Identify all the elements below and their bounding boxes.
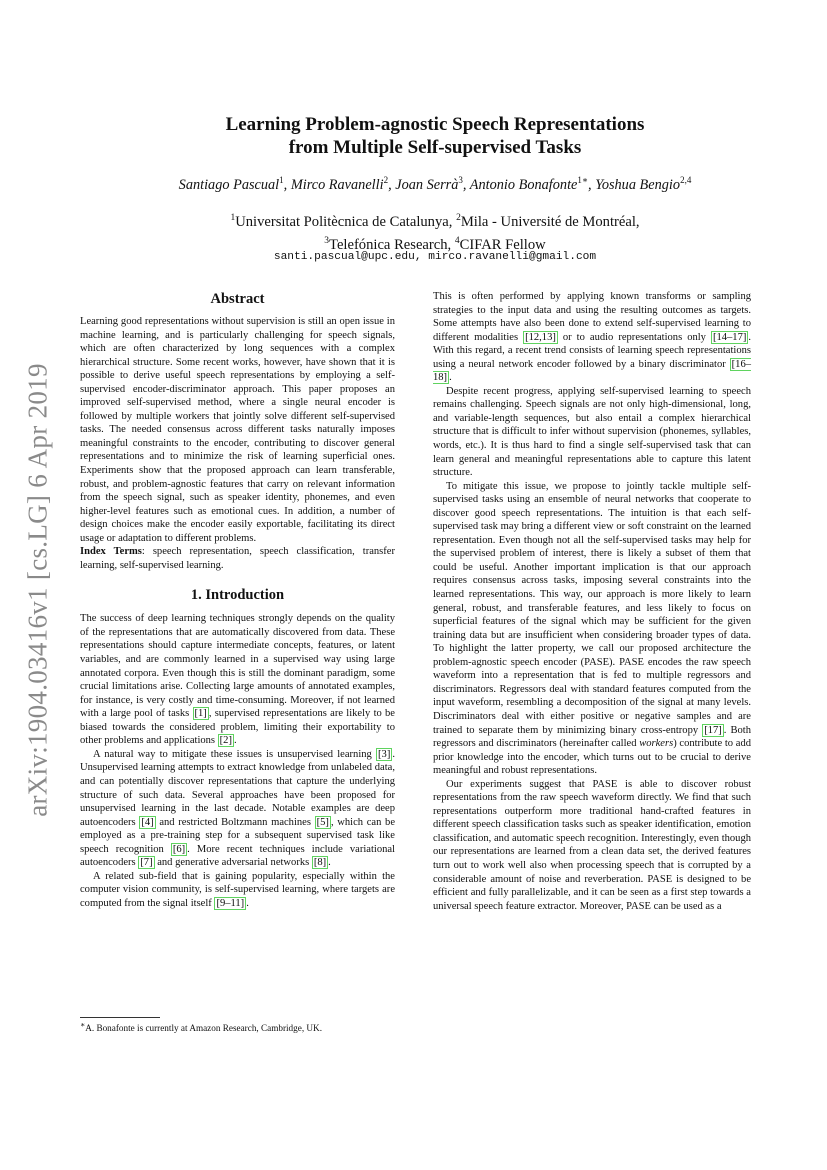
- author-affiliation-mark: 2,4: [680, 175, 692, 185]
- text-run: .: [449, 372, 452, 384]
- affiliations: [120, 209, 750, 255]
- intro-paragraph-3: [80, 870, 395, 911]
- author-name: Joan Serrà: [395, 176, 459, 193]
- citation-link[interactable]: [12,13]: [525, 331, 556, 343]
- text-run: . With this regard, a recent trend consists of learning speech representations using a neural network encoder followed by a binary discriminator: [433, 331, 752, 370]
- text-run: , supervised representations are likely to be biased towards the considered problem, limiting their exportability to other problems and applications: [80, 708, 395, 747]
- section-heading-introduction: 1. Introduction: [190, 587, 285, 604]
- intro-paragraph-2: [80, 748, 395, 870]
- author-affiliation-mark: 2: [383, 175, 389, 185]
- affiliation-mark: 3: [324, 235, 330, 246]
- citation-link[interactable]: [16–18]: [433, 358, 751, 384]
- right-paragraph-1: [433, 290, 751, 385]
- author-name: Mirco Ravanelli: [290, 176, 384, 193]
- text-run: A natural way to mitigate these issues is unsupervised learning: [93, 748, 377, 760]
- text-run: To mitigate this issue, we propose to jointly tackle multiple self-supervised tasks using an ensemble of neural networks that cooperate to discover good speech representations. The intuition is that each self-supervised task may bring a different view or soft constraint on the learned representation. Even though not all the self-supervised tasks may help for the supervised problem of interest, there is likely a subset of them that could be useful. Another important implication is that our approach requires consensus across tasks, imposing several constraints into the learned representations. This way, our approach is more likely to learn general, robust, and transferable features, and less likely to focus on superficial features of the signal which may be sufficient for the given training data but are insufficient when considering broader types of data. To highlight the latter property, we call our proposed architecture the problem-agnostic speech encoder (PASE). PASE encodes the raw speech waveform into a representation that is fed to multiple regressors and discriminators. Regressors deal with standard features computed from the input waveform, resembling a decomposition of the signal at many levels. Discriminators deal with either positive or negative samples and are trained to separate them by minimizing binary cross-entropy: [433, 480, 751, 736]
- index-terms-text: : speech representation, speech classification, transfer learning, self-supervised learning.: [80, 546, 395, 571]
- text-run: Despite recent progress, applying self-supervised learning to speech remains challenging. Speech signals are not only high-dimensional, long, and variable-length sequences, but also entail a complex hierarchical structure that is difficult to infer without supervision (phonemes, syllables, words, etc.). It is thus hard to find a single self-supervised task that can learn general and meaningful representations able to capture this latent structure.: [433, 385, 751, 479]
- text-run: . More recent techniques include variational autoencoders: [80, 843, 395, 869]
- text-run: The success of deep learning techniques strongly depends on the quality of the representations that are automatically discovered from data. These representations should capture intermediate concepts, features, or latent variables, and are commonly learned in a supervised way using large annotated corpora. Even though this is still the dominant paradigm, some crucial limitations arise. Collecting large amounts of annotated examples, for instance, is very costly and time-consuming. Moreover, if not learned with a large pool of tasks: [80, 613, 395, 720]
- right-column: [433, 290, 751, 913]
- affiliation-name: Mila - Université de Montréal,: [460, 213, 640, 230]
- citation-link[interactable]: [17]: [704, 724, 722, 736]
- text-run: . Both regressors and discriminators (hereinafter called: [433, 724, 751, 750]
- footnote-mark: ∗: [80, 1020, 86, 1029]
- index-terms-label: Index Terms: [80, 546, 142, 558]
- affiliations-line-1: [120, 209, 750, 232]
- affiliation-mark: 1: [230, 213, 236, 223]
- right-paragraph-3: [433, 480, 751, 778]
- text-run: Our experiments suggest that PASE is able to discover robust representations from the raw speech waveform directly. We find that such representations outperform more traditional hand-crafted features in different speech classification tasks such as speaker identification, emotion classification, and automatic speech recognition. Interestingly, even though our representations are learned from a clean data set, the derived features turn out to work well also when processing speech that is corrupted by a considerable amount of noise and reverberation. PASE is designed to be efficient and fully parallelizable, and it can be seen as a first step towards a universal speech feature extractor. Moreover, PASE can be used as a: [433, 778, 751, 912]
- right-paragraph-4: [433, 778, 751, 913]
- affiliation-name: Universitat Politècnica de Catalunya,: [235, 213, 457, 230]
- left-column: [80, 290, 395, 910]
- emphasis-text: workers: [639, 738, 674, 750]
- text-run: . Unsupervised learning attempts to extract knowledge from unlabeled data, and can potentially discover representations that capture the underlying structure of such data. Several approaches have been proposed for unsupervised learning in the last decade. Notable examples are deep autoencoders: [80, 748, 395, 828]
- citation-link[interactable]: [5]: [316, 816, 329, 828]
- text-run: and restricted Boltzmann machines: [155, 816, 315, 828]
- paper-title: [120, 113, 750, 159]
- citation-link[interactable]: [8]: [313, 857, 327, 869]
- footnote-text: A. Bonafonte is currently at Amazon Research, Cambridge, UK.: [85, 1023, 322, 1034]
- text-run: and generative adversarial networks: [154, 857, 312, 869]
- author-affiliation-mark: 1: [279, 175, 284, 185]
- author-name: Antonio Bonafonte: [469, 176, 578, 193]
- author-list: Santiago Pascual$^1$, Mirco Ravanelli$^2$, Joan Serrà$^3$, Antonio Bonafonte$^{1∗}$, Yoshua Bengio$^{2,4}$: [178, 175, 692, 193]
- abstract-heading: Abstract: [210, 291, 265, 307]
- abstract-text: Learning good representations without supervision is still an open issue in machine learning, and is particularly challenging for speech signals, which are often characterized by long sequences with a complex hierarchical structure. Some recent works, however, have shown that it is possible to derive useful speech representations by employing a self-supervised encoder-discriminator approach. This paper proposes an improved self-supervised method, where a single neural encoder is followed by multiple workers that jointly solve different self-supervised tasks. The needed consensus across different tasks naturally imposes meaningful constraints to the encoder, contributing to discover general representations and to minimize the risk of learning superficial ones. Experiments show that the proposed approach can learn transferable, robust, and problem-agnostic features that carry on relevant information from the speech signal, such as speaker identity, phonemes, and even higher-level features such as emotional cues. In addition, a number of design choices make the encoder easily exportable, facilitating its direct usage or adaptation to different problems.: [80, 316, 395, 544]
- title-line-1: Learning Problem-agnostic Speech Representations: [225, 114, 645, 135]
- text-run: ) contribute to add prior knowledge into the encoder, which turns out to be crucial to derive meaningful and robust representations.: [433, 738, 751, 777]
- footnote-rule: [80, 1017, 160, 1018]
- right-paragraph-2: [433, 385, 751, 480]
- text-run: or to audio representations only: [557, 331, 711, 343]
- text-run: .: [328, 857, 331, 869]
- author-name: Santiago Pascual: [178, 176, 280, 193]
- text-run: , which can be employed as a pre-training step for a subsequent supervised task like speech recognition: [80, 816, 396, 855]
- title-line-2: from Multiple Self-supervised Tasks: [288, 137, 582, 158]
- arxiv-sidebar: [18, 340, 58, 840]
- affiliation-name: Telefónica Research,: [329, 236, 455, 253]
- citation-link[interactable]: [7]: [140, 857, 153, 869]
- footnote: [80, 1020, 400, 1033]
- author-emails[interactable]: santi.pascual@upc.edu, mirco.ravanelli@gmail.com: [273, 251, 597, 263]
- text-run: This is often performed by applying known transforms or sampling strategies to the input data and using the resulting outcomes as targets. Some attempts have also been done to extend self-supervised learning to different modalities: [433, 291, 751, 343]
- citation-link[interactable]: [4]: [141, 816, 154, 828]
- text-run: .: [233, 735, 237, 747]
- citation-link[interactable]: [1]: [194, 708, 207, 720]
- author-affiliation-mark: 3: [458, 175, 463, 185]
- intro-paragraph-1: [80, 612, 395, 747]
- text-run: A related sub-field that is gaining popularity, especially within the computer vision community, is self-supervised learning, where targets are computed from the signal itself: [80, 870, 395, 909]
- citation-link[interactable]: [14–17]: [712, 331, 747, 343]
- index-terms: [80, 545, 395, 572]
- text-run: .: [246, 897, 249, 909]
- citation-link[interactable]: [6]: [172, 843, 186, 855]
- author-affiliation-mark: 1∗: [577, 175, 589, 185]
- citation-link[interactable]: [3]: [378, 748, 391, 760]
- arxiv-identifier: arXiv:1904.03416v1 [cs.LG] 6 Apr 2019: [22, 363, 53, 817]
- author-name: Yoshua Bengio: [595, 176, 681, 193]
- affiliation-name: CIFAR Fellow: [459, 236, 546, 253]
- citation-link[interactable]: [9–11]: [216, 897, 245, 909]
- affiliation-mark: 4: [454, 235, 460, 246]
- citation-link[interactable]: [2]: [219, 735, 232, 747]
- affiliation-mark: 2: [456, 213, 461, 223]
